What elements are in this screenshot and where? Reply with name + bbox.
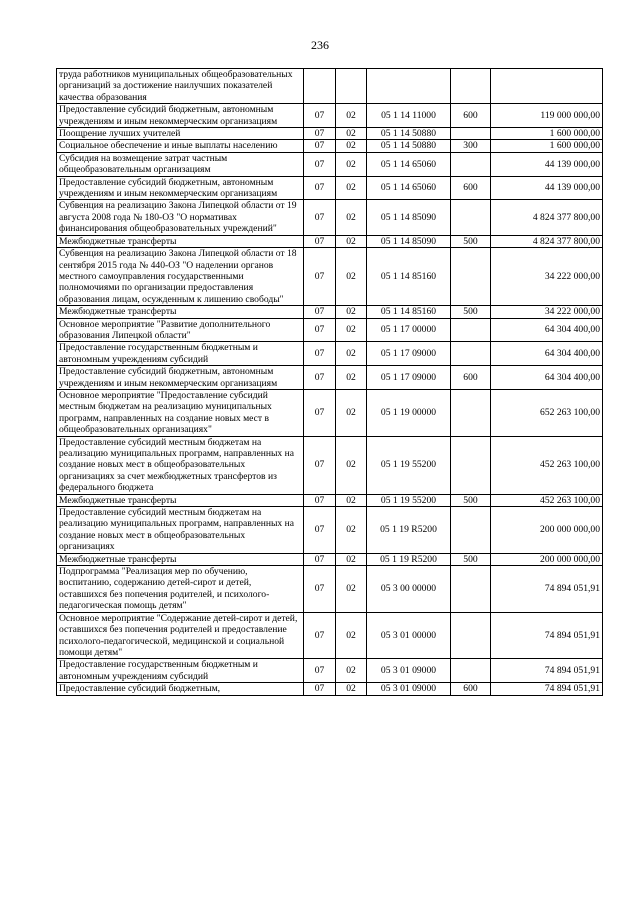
row-section-code: 07	[304, 248, 336, 306]
row-name: Социальное обеспечение и иные выплаты населению	[57, 140, 304, 152]
row-section-code: 07	[304, 553, 336, 565]
row-subsection-code: 02	[336, 389, 367, 436]
row-section-code: 07	[304, 318, 336, 342]
row-section-code: 07	[304, 566, 336, 613]
row-target-article-code: 05 1 19 R5200	[367, 553, 451, 565]
row-name: Основное мероприятие "Предоставление субсидий местным бюджетам на реализацию муниципальных программ, направленных на создание новых мест в общеобразовательных организациях"	[57, 389, 304, 436]
page-number: 236	[311, 38, 329, 52]
row-name: Предоставление субсидий местным бюджетам на реализацию муниципальных программ, направленных на создание новых мест в общеобразовательных организациях за счет межбюджетных трансфертов из федерального бюджета	[57, 436, 304, 494]
row-section-code: 07	[304, 659, 336, 683]
row-name: труда работников муниципальных общеобразовательных организаций за достижение наилучших показателей качества образования	[57, 69, 304, 104]
table-row	[57, 507, 603, 554]
row-subsection-code: 02	[336, 235, 367, 247]
row-name: Основное мероприятие "Развитие дополнительного образования Липецкой области"	[57, 318, 304, 342]
row-subsection-code	[336, 69, 367, 104]
row-amount: 200 000 000,00	[491, 507, 603, 554]
row-section-code	[304, 69, 336, 104]
row-subsection-code: 02	[336, 248, 367, 306]
row-amount: 64 304 400,00	[491, 318, 603, 342]
row-amount: 452 263 100,00	[491, 494, 603, 506]
row-name: Субвенция на реализацию Закона Липецкой области от 18 сентября 2015 года № 440-ОЗ "О наделении органов местного самоуправления государственными полномочиями по организации предоставления образования лицам, осужденным к лишению свободы"	[57, 248, 304, 306]
row-target-article-code: 05 1 19 00000	[367, 389, 451, 436]
row-name: Межбюджетные трансферты	[57, 553, 304, 565]
row-amount: 74 894 051,91	[491, 659, 603, 683]
row-target-article-code: 05 1 17 09000	[367, 342, 451, 366]
row-target-article-code: 05 3 01 09000	[367, 659, 451, 683]
row-subsection-code: 02	[336, 612, 367, 659]
row-expense-type-code	[451, 152, 491, 176]
table-row	[57, 318, 603, 342]
table-row	[57, 612, 603, 659]
row-target-article-code	[367, 69, 451, 104]
row-section-code: 07	[304, 389, 336, 436]
row-target-article-code: 05 1 17 00000	[367, 318, 451, 342]
row-subsection-code: 02	[336, 507, 367, 554]
row-target-article-code: 05 1 19 R5200	[367, 507, 451, 554]
row-section-code: 07	[304, 200, 336, 235]
row-expense-type-code	[451, 507, 491, 554]
row-name: Предоставление субсидий бюджетным, автономным учреждениям и иным некоммерческим организациям	[57, 104, 304, 128]
row-subsection-code: 02	[336, 366, 367, 390]
row-subsection-code: 02	[336, 436, 367, 494]
row-expense-type-code	[451, 612, 491, 659]
row-subsection-code: 02	[336, 553, 367, 565]
row-expense-type-code: 500	[451, 553, 491, 565]
row-name: Поощрение лучших учителей	[57, 128, 304, 140]
budget-table	[56, 68, 603, 696]
row-expense-type-code	[451, 659, 491, 683]
row-subsection-code: 02	[336, 140, 367, 152]
row-name: Субсидия на возмещение затрат частным общеобразовательным организациям	[57, 152, 304, 176]
row-target-article-code: 05 1 19 55200	[367, 436, 451, 494]
row-expense-type-code: 300	[451, 140, 491, 152]
row-expense-type-code: 500	[451, 494, 491, 506]
row-subsection-code: 02	[336, 176, 367, 200]
row-name: Предоставление государственным бюджетным и автономным учреждениям субсидий	[57, 342, 304, 366]
table-row	[57, 152, 603, 176]
row-section-code: 07	[304, 128, 336, 140]
row-amount: 64 304 400,00	[491, 366, 603, 390]
row-subsection-code: 02	[336, 683, 367, 695]
row-target-article-code: 05 1 14 11000	[367, 104, 451, 128]
row-amount: 452 263 100,00	[491, 436, 603, 494]
row-subsection-code: 02	[336, 152, 367, 176]
row-subsection-code: 02	[336, 566, 367, 613]
row-amount: 4 824 377 800,00	[491, 200, 603, 235]
row-expense-type-code	[451, 389, 491, 436]
row-amount: 1 600 000,00	[491, 128, 603, 140]
table-row	[57, 69, 603, 104]
row-expense-type-code	[451, 436, 491, 494]
row-target-article-code: 05 1 14 85090	[367, 235, 451, 247]
table-row	[57, 248, 603, 306]
table-row	[57, 306, 603, 318]
row-expense-type-code	[451, 318, 491, 342]
row-expense-type-code	[451, 69, 491, 104]
row-subsection-code: 02	[336, 306, 367, 318]
row-target-article-code: 05 1 14 50880	[367, 140, 451, 152]
row-expense-type-code	[451, 200, 491, 235]
row-expense-type-code	[451, 128, 491, 140]
row-section-code: 07	[304, 306, 336, 318]
row-name: Межбюджетные трансферты	[57, 494, 304, 506]
row-name: Предоставление субсидий местным бюджетам на реализацию муниципальных программ, направленных на создание новых мест в общеобразовательных организациях	[57, 507, 304, 554]
row-expense-type-code: 600	[451, 683, 491, 695]
table-row	[57, 389, 603, 436]
row-section-code: 07	[304, 683, 336, 695]
row-expense-type-code	[451, 248, 491, 306]
row-target-article-code: 05 1 14 65060	[367, 152, 451, 176]
table-row	[57, 366, 603, 390]
row-section-code: 07	[304, 366, 336, 390]
table-row	[57, 104, 603, 128]
row-section-code: 07	[304, 104, 336, 128]
row-amount: 74 894 051,91	[491, 566, 603, 613]
row-name: Межбюджетные трансферты	[57, 306, 304, 318]
row-amount: 64 304 400,00	[491, 342, 603, 366]
table-row	[57, 128, 603, 140]
table-row	[57, 200, 603, 235]
table-row	[57, 176, 603, 200]
row-section-code: 07	[304, 140, 336, 152]
row-amount: 1 600 000,00	[491, 140, 603, 152]
table-row	[57, 683, 603, 695]
row-amount: 74 894 051,91	[491, 612, 603, 659]
row-section-code: 07	[304, 436, 336, 494]
row-target-article-code: 05 1 14 85090	[367, 200, 451, 235]
row-section-code: 07	[304, 235, 336, 247]
row-section-code: 07	[304, 494, 336, 506]
row-section-code: 07	[304, 176, 336, 200]
row-section-code: 07	[304, 152, 336, 176]
row-expense-type-code: 500	[451, 235, 491, 247]
row-name: Предоставление субсидий бюджетным, автономным учреждениям и иным некоммерческим организациям	[57, 176, 304, 200]
row-name: Субвенция на реализацию Закона Липецкой области от 19 августа 2008 года № 180-ОЗ "О нормативах финансирования общеобразовательных учреждений"	[57, 200, 304, 235]
row-section-code: 07	[304, 612, 336, 659]
row-target-article-code: 05 1 17 09000	[367, 366, 451, 390]
table-row	[57, 494, 603, 506]
row-amount: 4 824 377 800,00	[491, 235, 603, 247]
row-amount: 44 139 000,00	[491, 152, 603, 176]
row-amount: 34 222 000,00	[491, 306, 603, 318]
row-subsection-code: 02	[336, 659, 367, 683]
table-row	[57, 235, 603, 247]
row-subsection-code: 02	[336, 318, 367, 342]
table-row	[57, 566, 603, 613]
row-name: Межбюджетные трансферты	[57, 235, 304, 247]
row-target-article-code: 05 3 00 00000	[367, 566, 451, 613]
row-amount	[491, 69, 603, 104]
row-subsection-code: 02	[336, 342, 367, 366]
row-name: Подпрограмма "Реализация мер по обучению, воспитанию, содержанию детей-сирот и детей, оставшихся без попечения родителей, и психолого-педагогическая помощь детям"	[57, 566, 304, 613]
row-expense-type-code	[451, 566, 491, 613]
row-name: Предоставление субсидий бюджетным,	[57, 683, 304, 695]
row-expense-type-code: 600	[451, 176, 491, 200]
row-target-article-code: 05 1 14 50880	[367, 128, 451, 140]
table-row	[57, 342, 603, 366]
row-name: Предоставление субсидий бюджетным, автономным учреждениям и иным некоммерческим организациям	[57, 366, 304, 390]
row-name: Предоставление государственным бюджетным и автономным учреждениям субсидий	[57, 659, 304, 683]
table-row	[57, 436, 603, 494]
row-subsection-code: 02	[336, 494, 367, 506]
row-target-article-code: 05 3 01 00000	[367, 612, 451, 659]
row-amount: 652 263 100,00	[491, 389, 603, 436]
row-expense-type-code: 500	[451, 306, 491, 318]
row-expense-type-code	[451, 342, 491, 366]
table-row	[57, 140, 603, 152]
budget-table-body	[57, 69, 603, 696]
table-row	[57, 553, 603, 565]
row-expense-type-code: 600	[451, 104, 491, 128]
row-target-article-code: 05 1 19 55200	[367, 494, 451, 506]
row-name: Основное мероприятие "Содержание детей-сирот и детей, оставшихся без попечения родителей и предоставление психолого-педагогической, медицинской и социальной помощи детям"	[57, 612, 304, 659]
row-amount: 34 222 000,00	[491, 248, 603, 306]
row-target-article-code: 05 1 14 65060	[367, 176, 451, 200]
row-amount: 200 000 000,00	[491, 553, 603, 565]
row-amount: 44 139 000,00	[491, 176, 603, 200]
row-amount: 119 000 000,00	[491, 104, 603, 128]
row-target-article-code: 05 1 14 85160	[367, 306, 451, 318]
table-row	[57, 659, 603, 683]
row-subsection-code: 02	[336, 128, 367, 140]
row-expense-type-code: 600	[451, 366, 491, 390]
row-amount: 74 894 051,91	[491, 683, 603, 695]
row-target-article-code: 05 1 14 85160	[367, 248, 451, 306]
row-target-article-code: 05 3 01 09000	[367, 683, 451, 695]
row-subsection-code: 02	[336, 104, 367, 128]
row-section-code: 07	[304, 507, 336, 554]
row-section-code: 07	[304, 342, 336, 366]
row-subsection-code: 02	[336, 200, 367, 235]
